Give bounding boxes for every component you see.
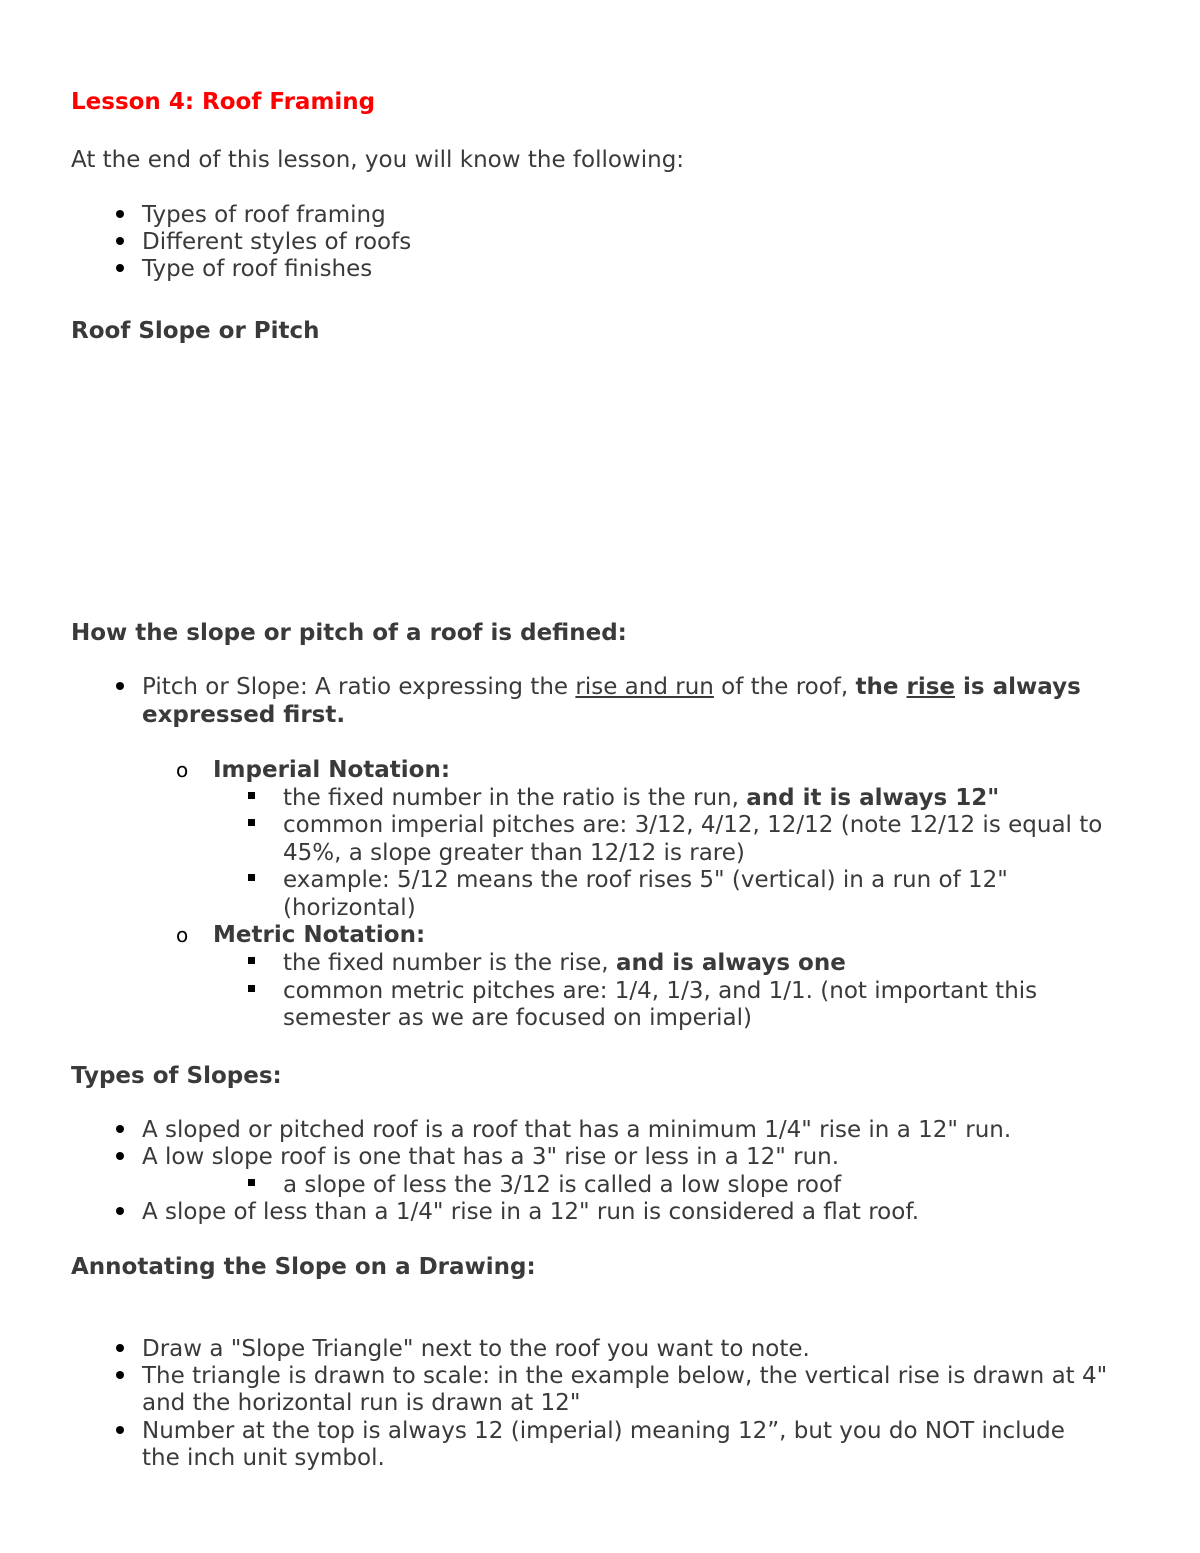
metric-item: the fixed number is the rise, and is always one bbox=[71, 949, 1141, 977]
slope-item: A low slope roof is one that has a 3" rise or less in a 12" run. bbox=[71, 1143, 1141, 1171]
imperial-item: example: 5/12 means the roof rises 5" (vertical) in a run of 12" bbox=[71, 866, 1141, 894]
imperial-item-cont: (horizontal) bbox=[283, 895, 416, 921]
section-heading-slope-defined: How the slope or pitch of a roof is defined: bbox=[71, 620, 627, 646]
imperial-item: the fixed number in the ratio is the run, and it is always 12" bbox=[71, 784, 1141, 812]
imperial-item: common imperial pitches are: 3/12, 4/12, 12/12 (note 12/12 is equal to bbox=[71, 811, 1141, 839]
intro-text: At the end of this lesson, you will know the following: bbox=[71, 147, 685, 173]
metric-item: common metric pitches are: 1/4, 1/3, and 1/1. (not important this bbox=[71, 977, 1141, 1005]
annotate-item: Draw a "Slope Triangle" next to the roof you want to note. bbox=[71, 1335, 1141, 1363]
lesson-title: Lesson 4: Roof Framing bbox=[71, 89, 376, 115]
metric-item-cont: semester as we are focused on imperial) bbox=[283, 1005, 753, 1031]
objective-item: Type of roof finishes bbox=[71, 255, 1141, 283]
annotate-item: Number at the top is always 12 (imperial) meaning 12”, but you do NOT include bbox=[71, 1417, 1141, 1445]
imperial-item-cont: 45%, a slope greater than 12/12 is rare) bbox=[283, 840, 745, 866]
slope-item: A slope of less than a 1/4" rise in a 12" run is considered a flat roof. bbox=[71, 1198, 1141, 1226]
section-heading-roof-slope: Roof Slope or Pitch bbox=[71, 318, 320, 344]
section-heading-types-of-slopes: Types of Slopes: bbox=[71, 1063, 282, 1089]
annotate-item: The triangle is drawn to scale: in the example below, the vertical rise is drawn at 4" bbox=[71, 1362, 1141, 1390]
pitch-definition-cont: expressed first. bbox=[142, 702, 346, 728]
annotate-item-cont: the inch unit symbol. bbox=[142, 1445, 385, 1471]
imperial-heading: o Imperial Notation: bbox=[176, 757, 451, 783]
pitch-definition: Pitch or Slope: A ratio expressing the rise and run of the roof, the rise is always bbox=[71, 673, 1141, 701]
slope-item: A sloped or pitched roof is a roof that has a minimum 1/4" rise in a 12" run. bbox=[71, 1116, 1141, 1144]
annotate-item-cont: and the horizontal run is drawn at 12" bbox=[142, 1390, 581, 1416]
metric-heading: o Metric Notation: bbox=[176, 922, 426, 948]
objective-item: Types of roof framing bbox=[71, 201, 1141, 229]
objective-item: Different styles of roofs bbox=[71, 228, 1141, 256]
section-heading-annotating: Annotating the Slope on a Drawing: bbox=[71, 1254, 536, 1280]
slope-subitem: a slope of less the 3/12 is called a low slope roof bbox=[71, 1171, 1141, 1199]
